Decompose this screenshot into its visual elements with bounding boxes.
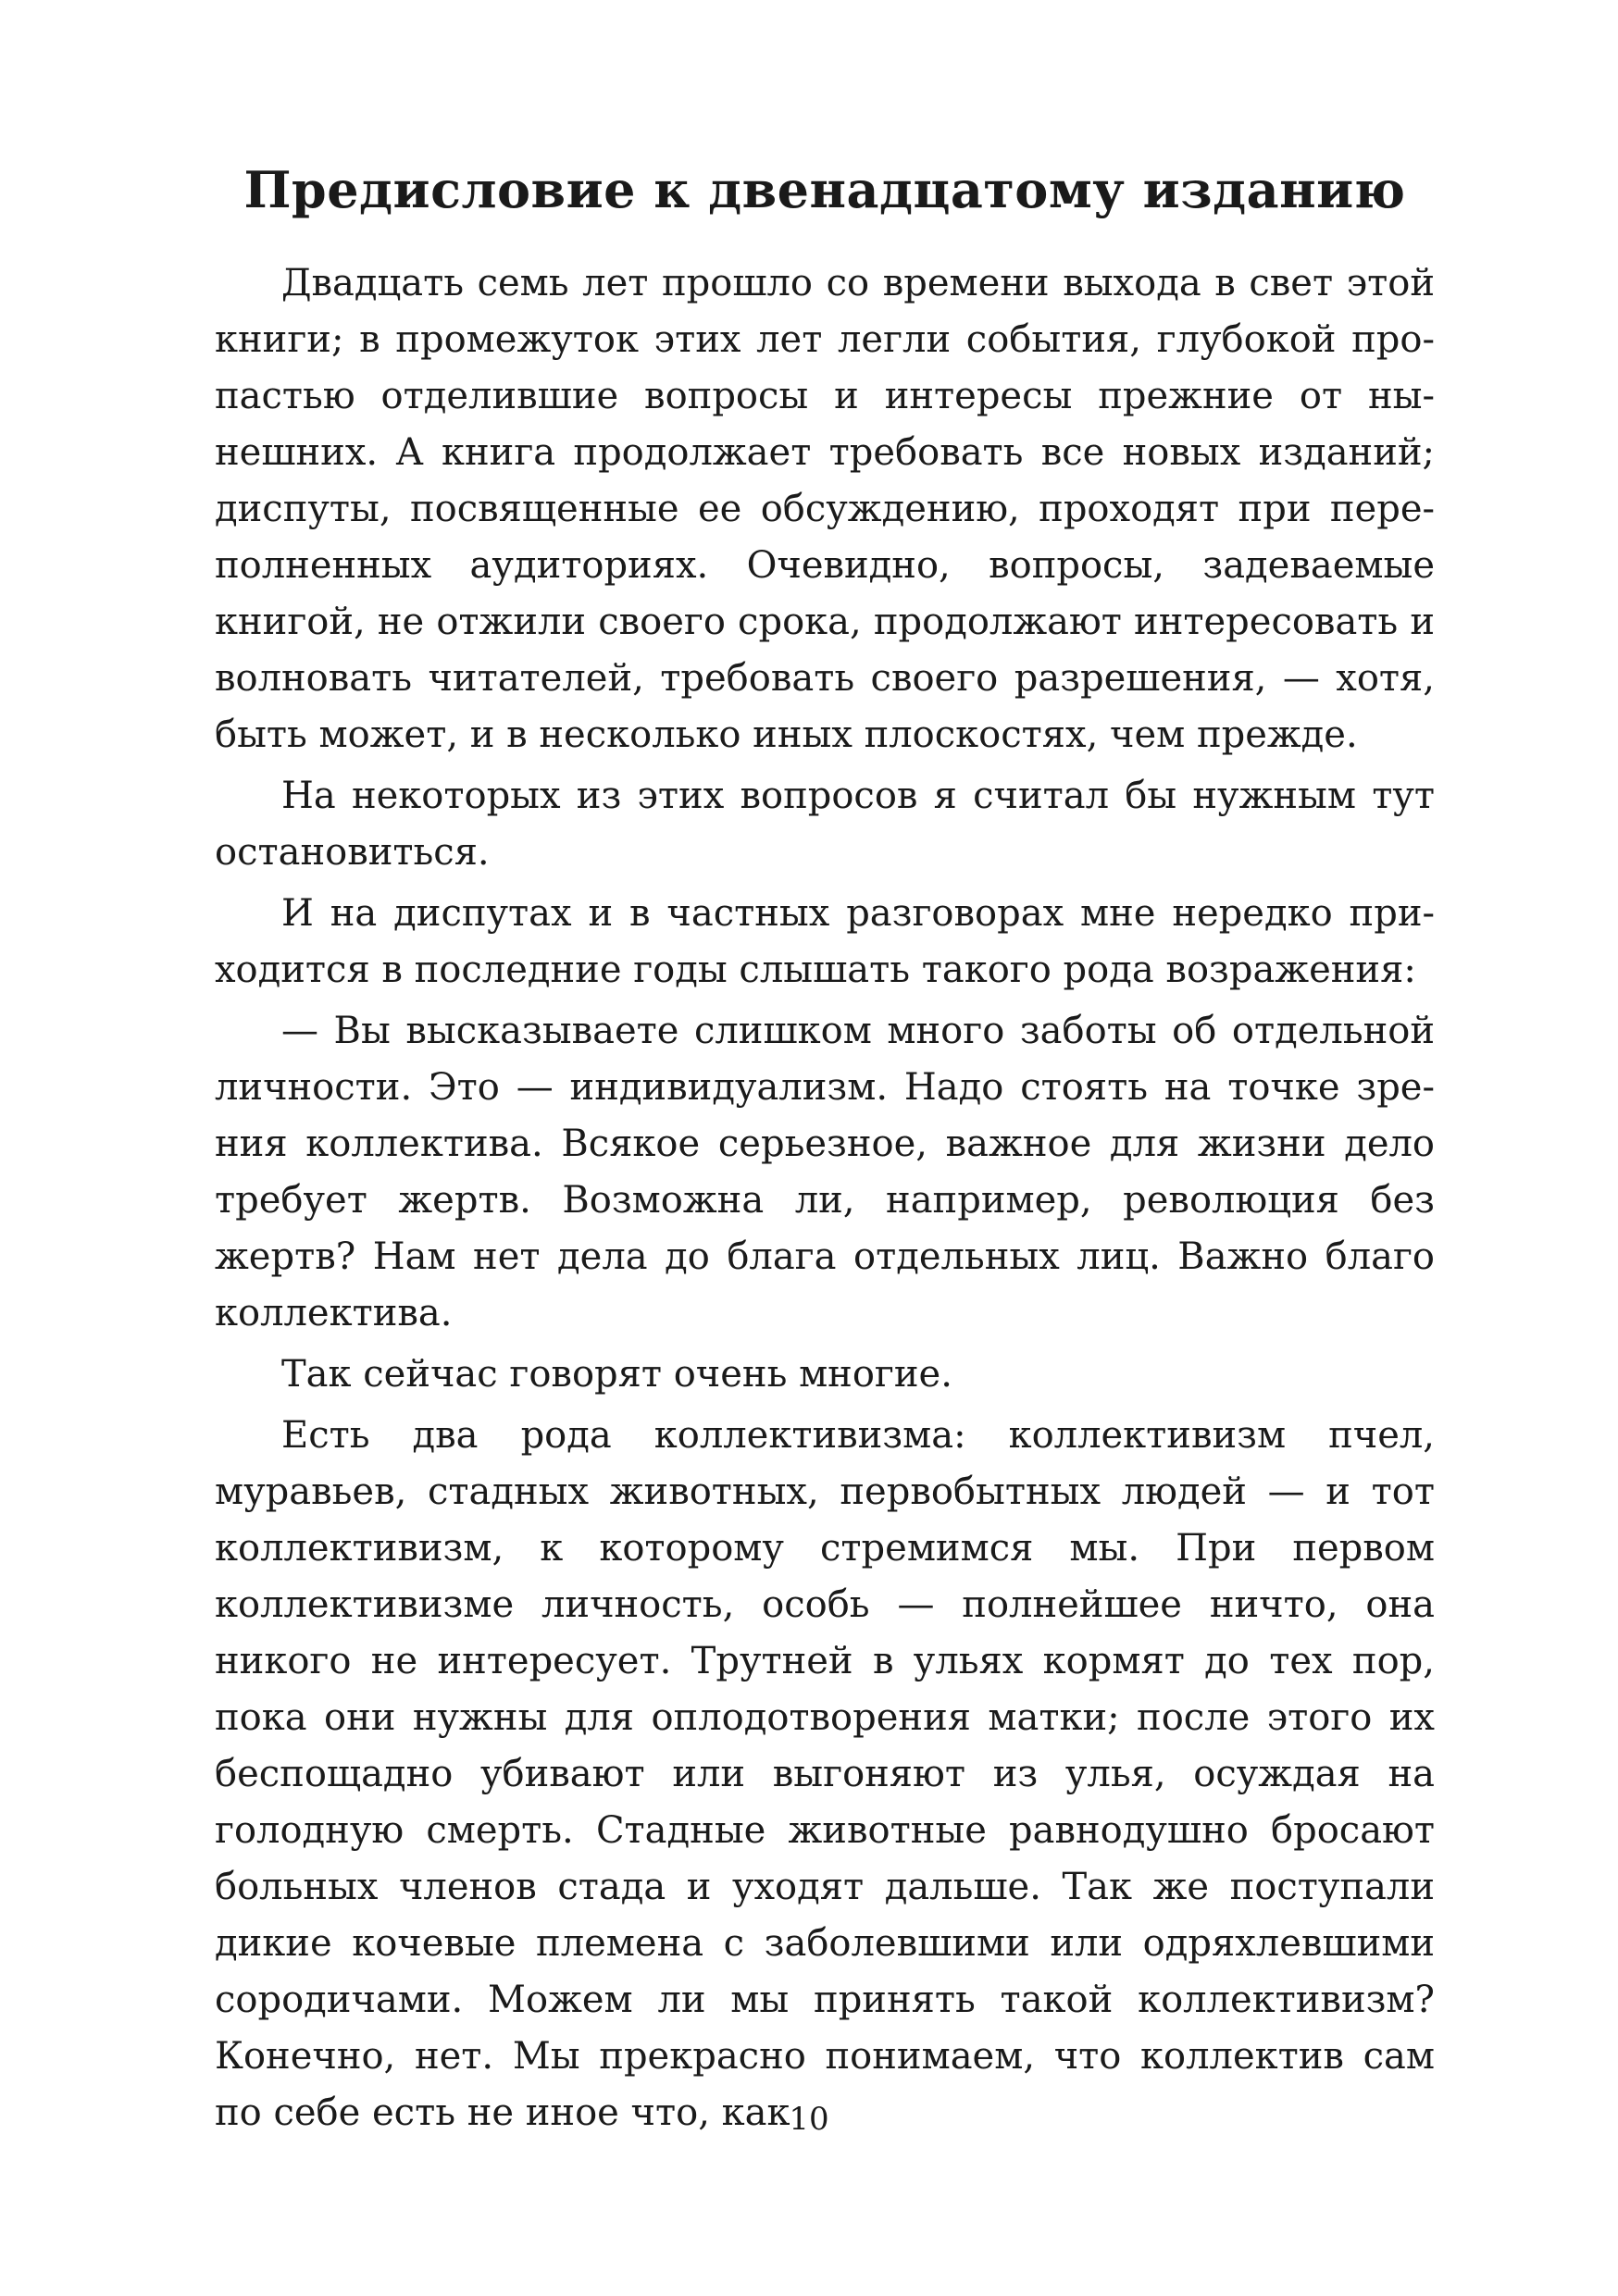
- page-content: [215, 157, 1435, 2146]
- paragraph-1: Двадцать семь лет прошло со времени выхода в свет этой книги; в промежуток этих лет легли события, глубокой пропастью отделившие вопросы и интересы прежние от нынешних. А книга продолжает требовать все новых изданий; диспуты, посвященные ее обсуждению, проходят при переполненных аудиториях. Очевидно, вопросы, задеваемые книгой, не отжили своего срока, продолжают интересовать и волновать читателей, требовать своего разрешения, — хотя, быть может, и в несколько иных плоскостях, чем прежде.: [215, 262, 1435, 756]
- page-title: Предисловие к двенадцатому изданию: [243, 160, 1406, 219]
- paragraph-4: — Вы высказываете слишком много заботы об отдельной личности. Это — индивидуализм. Надо стоять на точке зрения коллектива. Всякое серьезное, важное для жизни дело требует жертв. Возможна ли, например, революция без жертв? Нам нет дела до блага отдельных лиц. Важно благо коллектива.: [215, 1010, 1435, 1334]
- paragraph-5: Так сейчас говорят очень многие.: [281, 1353, 952, 1396]
- paragraph-3: И на диспутах и в частных разговорах мне нередко приходится в последние годы слышать такого рода возражения:: [215, 892, 1435, 991]
- body-text: [215, 255, 1435, 2141]
- paragraph-6: Есть два рода коллективизма: коллективизм пчел, муравьев, стадных животных, первобытных людей — и тот коллективизм, к которому стремимся мы. При первом коллективизме личность, особь — полнейшее ничто, она никого не интересует. Трутней в ульях кормят до тех пор, пока они нужны для оплодотворения матки; после этого их беспощадно убивают или выгоняют из улья, осуждая на голодную смерть. Стадные животные равнодушно бросают больных членов стада и уходят дальше. Так же поступали дикие кочевые племена с заболевшими или одряхлевшими сородичами. Можем ли мы принять такой коллективизм? Конечно, нет. Мы прекрасно понимаем, что коллектив сам по себе есть не иное что, как: [215, 1414, 1435, 2134]
- page-number: 10: [789, 2101, 829, 2138]
- paragraph-2: На некоторых из этих вопросов я считал бы нужным тут остановиться.: [215, 775, 1435, 874]
